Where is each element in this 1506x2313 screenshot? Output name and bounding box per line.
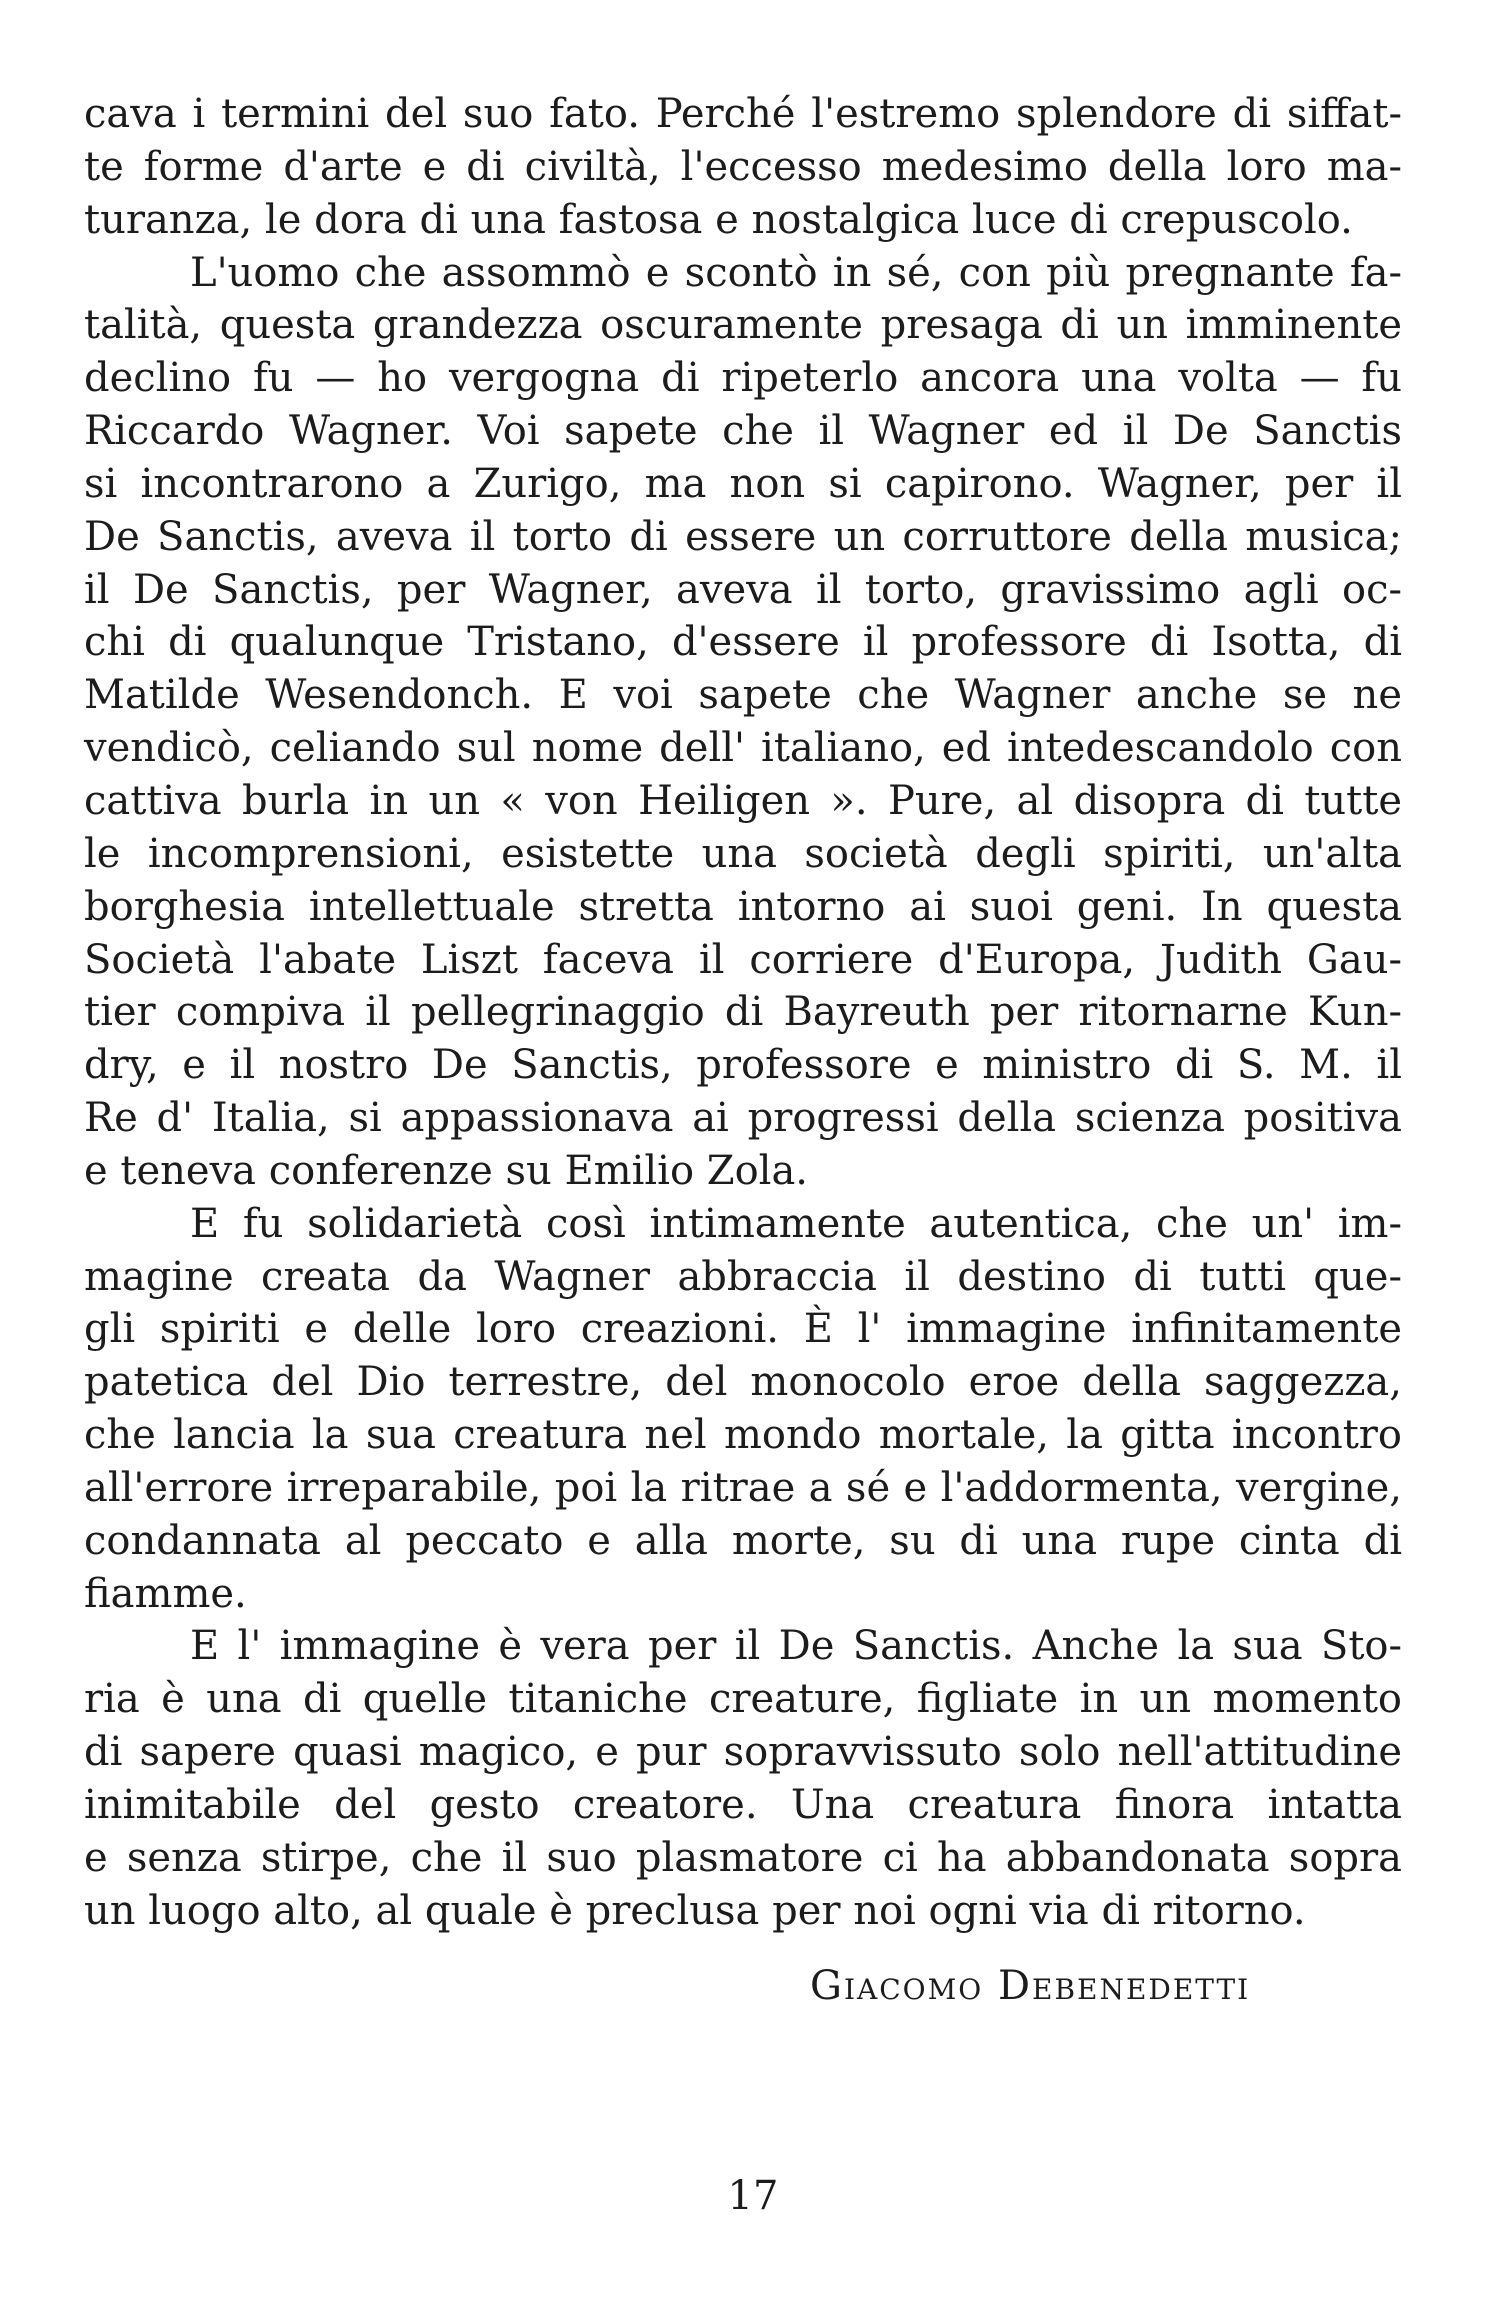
text-line: condannata al peccato e alla morte, su di una rupe cinta di [84,1517,1402,1564]
text-line: le incomprensioni, esistette una società degli spiriti, un'alta [84,830,1402,877]
text-line: che lancia la sua creatura nel mondo mortale, la gitta incontro [84,1412,1402,1459]
text-line: Re d' Italia, si appassionava ai progressi della scienza positiva [84,1095,1402,1142]
text-line: talità, questa grandezza oscuramente presaga di un imminente [84,302,1402,349]
text-line: magine creata da Wagner abbraccia il destino di tutti que- [84,1253,1402,1300]
text-line: De Sanctis, aveva il torto di essere un corruttore della musica; [84,513,1402,560]
text-line: Riccardo Wagner. Voi sapete che il Wagner ed il De Sanctis [84,408,1402,455]
text-line: dry, e il nostro De Sanctis, professore e ministro di S. M. il [84,1042,1402,1089]
text-line: vendicò, celiando sul nome dell' italiano, ed intedescandolo con [84,725,1402,772]
body-text [84,88,1402,1938]
text-line: L'uomo che assommò e scontò in sé, con più pregnante fa- [190,249,1402,296]
text-line: te forme d'arte e di civiltà, l'eccesso medesimo della loro ma- [84,143,1402,190]
text-line: chi di qualunque Tristano, d'essere il professore di Isotta, di [84,619,1402,666]
text-line: e teneva conferenze su Emilio Zola. [84,1147,809,1194]
text-line: fiamme. [84,1570,247,1617]
page-number: 17 [727,2173,779,2219]
text-line: patetica del Dio terrestre, del monocolo eroe della saggezza, [84,1359,1402,1406]
text-line: Società l'abate Liszt faceva il corriere d'Europa, Judith Gau- [84,936,1402,983]
text-line: all'errore irreparabile, poi la ritrae a sé e l'addormenta, vergine, [84,1464,1402,1511]
text-line: gli spiriti e delle loro creazioni. È l' immagine infinitamente [84,1306,1402,1353]
text-line: turanza, le dora di una fastosa e nostalgica luce di crepuscolo. [84,196,1353,243]
text-line: E l' immagine è vera per il De Sanctis. Anche la sua Sto- [190,1623,1402,1670]
text-line: cava i termini del suo fato. Perché l'estremo splendore di siffat- [84,91,1402,137]
text-line: E fu solidarietà così intimamente autentica, che un' im- [190,1200,1402,1247]
text-line: ria è una di quelle titaniche creature, figliate in un momento [84,1676,1402,1723]
text-line: inimitabile del gesto creatore. Una creatura finora intatta [84,1782,1402,1828]
text-line: Matilde Wesendonch. E voi sapete che Wagner anche se ne [84,672,1402,719]
text-line: tier compiva il pellegrinaggio di Bayreuth per ritornarne Kun- [84,989,1402,1036]
text-line: un luogo alto, al quale è preclusa per noi ogni via di ritorno. [84,1887,1306,1934]
text-line: borghesia intellettuale stretta intorno ai suoi geni. In questa [84,883,1402,930]
text-line: di sapere quasi magico, e pur sopravvissuto solo nell'attitudine [84,1729,1402,1776]
text-line: il De Sanctis, per Wagner, aveva il torto, gravissimo agli oc- [84,566,1402,613]
text-line: cattiva burla in un « von Heiligen ». Pure, al disopra di tutte [84,777,1402,824]
author-signature: Giacomo Debenedetti [810,1963,1251,2009]
text-line: declino fu — ho vergogna di ripeterlo ancora una volta — fu [84,355,1402,402]
text-line: si incontrarono a Zurigo, ma non si capirono. Wagner, per il [84,460,1402,507]
text-line: e senza stirpe, che il suo plasmatore ci ha abbandonata sopra [84,1834,1402,1881]
